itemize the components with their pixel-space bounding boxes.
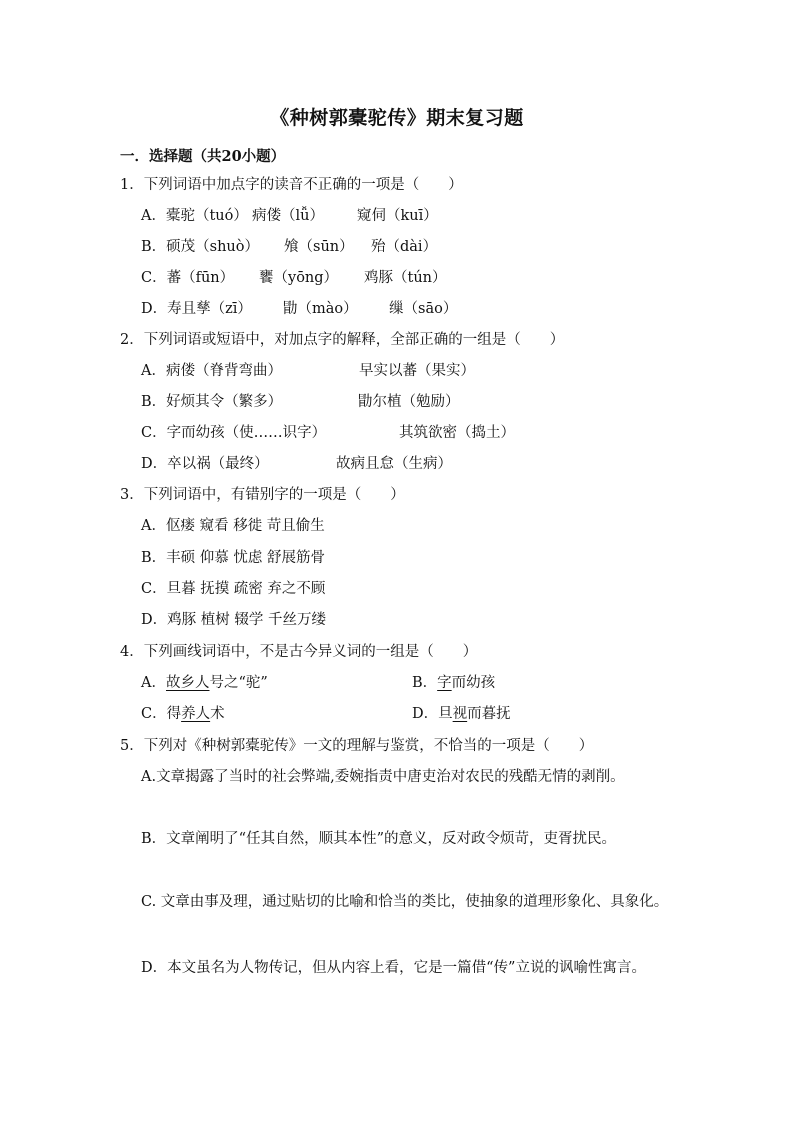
section-heading: 一．选择题（共20小题） [120, 148, 286, 165]
question-4-stem: 4．下列画线词语中，不是古今异义词的一组是（ ） [120, 644, 478, 660]
question-2-option-c [141, 423, 561, 443]
question-3-stem: 3．下列词语中，有错别字的一项是（ ） [120, 487, 405, 503]
q4-a-label: A． [141, 675, 166, 691]
question-5-stem: 5．下列对《种树郭橐驼传》一文的理解与鉴赏，不恰当的一项是（ ） [120, 738, 594, 754]
q2-c-item-2: 其筑欲密（捣土） [399, 425, 515, 441]
q2-a-item-2: 早实以蕃（果实） [359, 363, 475, 379]
question-1-option-d [141, 299, 541, 319]
q1-d-item-1: D．寿且孳（zī） [141, 301, 252, 317]
page-title: 《种树郭橐驼传》期末复习题 [270, 107, 524, 129]
question-2-stem: 2．下列词语或短语中，对加点字的解释，全部正确的一组是（ ） [120, 332, 565, 348]
q1-b-item-2: 飧（sūn） [284, 239, 354, 255]
q1-c-item-3: 鸡豚（tún） [364, 270, 447, 286]
question-1-option-a [141, 206, 541, 226]
question-1-option-c [141, 268, 541, 288]
question-2-option-d [141, 454, 541, 474]
q1-c-item-1: C．蕃（fūn） [141, 270, 235, 286]
question-3-option-c: C．旦暮 抚摸 疏密 弃之不顾 [141, 581, 326, 597]
q4-c-label: C．得 [141, 706, 182, 722]
q1-a-item-2: 病偻（lǚ） [252, 208, 324, 224]
q4-c-underlined: 养人 [181, 706, 211, 722]
q1-c-item-2: 饔（yōng） [259, 270, 339, 286]
question-5-option-a: A.文章揭露了当时的社会弊端,委婉指责中唐吏治对农民的残酷无情的剥削。 [141, 769, 625, 785]
question-2-option-b [141, 392, 541, 412]
q2-b-item-1: B．好烦其令（繁多） [141, 394, 283, 410]
question-5-option-c: C. 文章由事及理，通过贴切的比喻和恰当的类比，使抽象的道理形象化、具象化。 [141, 894, 669, 910]
question-3-option-b: B．丰硕 仰慕 忧虑 舒展筋骨 [141, 550, 325, 566]
q1-b-item-1: B．硕茂（shuò） [141, 239, 260, 255]
question-4-option-a [141, 673, 268, 693]
question-4-option-b [412, 673, 495, 693]
q2-a-item-1: A．病偻（脊背弯曲） [141, 363, 282, 379]
q2-c-item-1: C．字而幼孩（使……识字） [141, 425, 327, 441]
q2-d-item-2: 故病且怠（生病） [336, 456, 452, 472]
q4-c-rest: 术 [210, 706, 225, 722]
question-4-option-c [141, 704, 225, 724]
q4-d-label: D．旦 [412, 706, 453, 722]
question-2-option-a [141, 361, 541, 381]
q2-d-item-1: D．卒以祸（最终） [141, 456, 269, 472]
question-3-option-a: A．伛瘘 窥看 移徙 苛且偷生 [141, 518, 325, 534]
q4-a-rest: 号之“驼” [209, 675, 268, 691]
q2-b-item-2: 勖尔植（勉励） [358, 394, 460, 410]
q4-b-underlined: 字 [437, 675, 452, 691]
question-3-option-d: D．鸡豚 植树 辍学 千丝万缕 [141, 612, 326, 628]
q4-a-underlined: 故乡人 [165, 675, 210, 691]
question-5-option-d: D．本文虽名为人物传记，但从内容上看，它是一篇借“传”立说的讽喻性寓言。 [141, 960, 646, 976]
question-1-option-b [141, 237, 541, 257]
q4-b-rest: 而幼孩 [451, 675, 496, 691]
question-1-stem: 1．下列词语中加点字的读音不正确的一项是（ ） [120, 177, 463, 193]
q1-a-item-3: 窥伺（kuī） [357, 208, 438, 224]
q4-d-rest: 而暮抚 [467, 706, 511, 722]
q1-a-item-1: A．橐驼（tuó） [141, 208, 248, 224]
q1-d-item-2: 勖（mào） [283, 301, 358, 317]
question-5-option-b: B．文章阐明了“任其自然，顺其本性”的意义，反对政令烦苛，吏胥扰民。 [141, 831, 616, 847]
q1-b-item-3: 殆（dài） [371, 239, 438, 255]
q4-d-underlined: 视 [452, 706, 468, 722]
question-4-option-d [412, 704, 511, 724]
q1-d-item-3: 缫（sāo） [389, 301, 458, 317]
q4-b-label: B． [412, 675, 438, 691]
